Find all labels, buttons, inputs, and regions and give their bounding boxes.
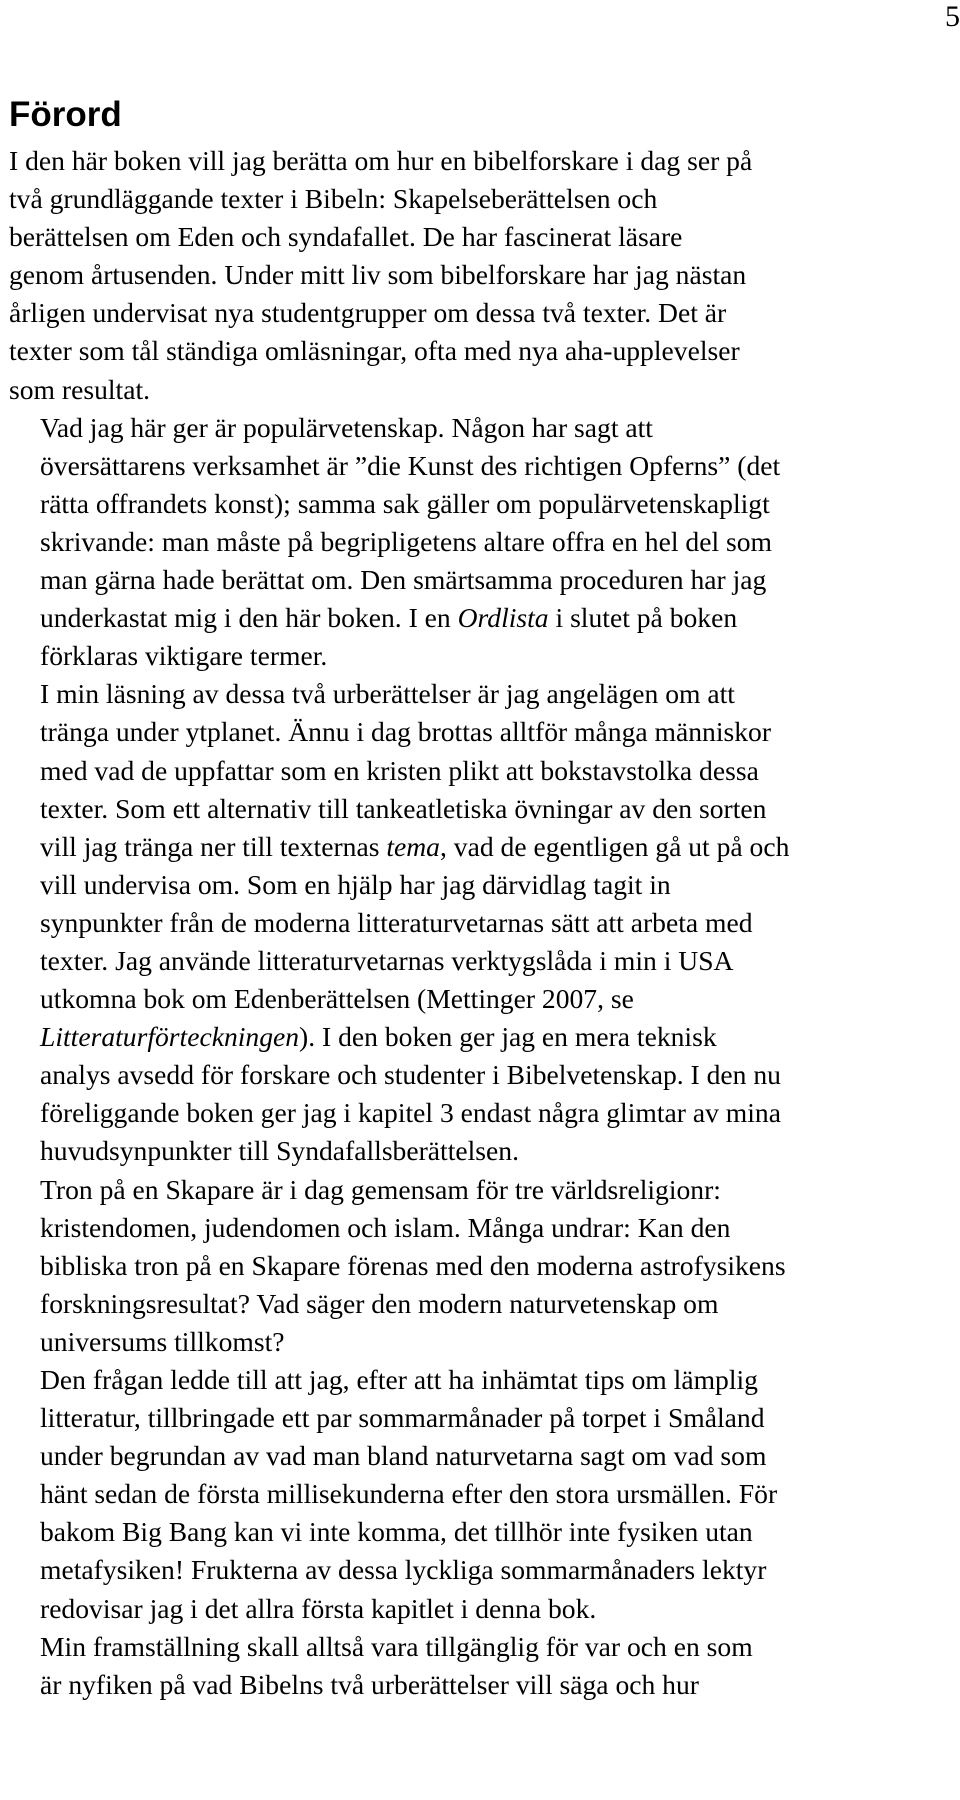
text-line xyxy=(9,1361,953,1399)
text-line xyxy=(9,485,953,523)
text-line xyxy=(9,1513,953,1551)
text-segment: Den frågan ledde till att jag, efter att ha inhämtat tips om lämplig xyxy=(40,1364,758,1395)
text-line xyxy=(9,218,953,256)
text-segment: hänt sedan de första millisekunderna efter den stora ursmällen. För xyxy=(40,1478,778,1510)
text-line xyxy=(9,1323,953,1361)
text-line xyxy=(9,942,953,980)
text-line xyxy=(9,332,953,370)
text-segment: Min framställning skall alltså vara tillgänglig för var och en som xyxy=(40,1630,753,1662)
text-line xyxy=(9,256,953,294)
paragraph-list xyxy=(9,142,953,1704)
text-segment: texter. Som ett alternativ till tankeatletiska övningar av den sorten xyxy=(40,792,767,824)
paragraph xyxy=(9,675,953,1170)
text-segment: utkomna bok om Edenberättelsen (Mettinger 2007, se xyxy=(40,983,634,1015)
text-line xyxy=(9,866,953,904)
text-line xyxy=(9,599,953,637)
text-line xyxy=(9,1437,953,1475)
text-line xyxy=(9,180,953,218)
text-segment: Vad jag här ger är populärvetenskap. Någon har sagt att xyxy=(40,411,653,443)
text-segment: i slutet på boken xyxy=(548,602,738,634)
text-segment: genom årtusenden. Under mitt liv som bibelforskare har jag nästan xyxy=(9,259,747,291)
text-line xyxy=(9,142,953,180)
text-segment: huvudsynpunkter till Syndafallsberättelsen. xyxy=(40,1135,519,1167)
text-line xyxy=(9,409,953,447)
page-number: 5 xyxy=(945,0,960,33)
text-segment: man gärna hade berättat om. Den smärtsamma proceduren har jag xyxy=(40,564,767,596)
text-segment: universums tillkomst? xyxy=(40,1325,285,1357)
text-segment: rätta offrandets konst); samma sak gäller om populärvetenskapligt xyxy=(40,487,770,519)
italic-term: Litteraturförteckningen xyxy=(40,1021,300,1053)
text-line xyxy=(9,1666,953,1704)
text-line xyxy=(9,1094,953,1132)
text-line xyxy=(9,1285,953,1323)
text-line xyxy=(9,790,953,828)
text-segment: bakom Big Bang kan vi inte komma, det tillhör inte fysiken utan xyxy=(40,1516,753,1548)
italic-term: Ordlista xyxy=(457,602,549,634)
paragraph xyxy=(9,1361,953,1628)
text-line xyxy=(9,1209,953,1247)
text-segment: föreliggande boken ger jag i kapitel 3 endast några glimtar av mina xyxy=(40,1097,781,1129)
text-segment: analys avsedd för forskare och studenter i Bibelvetenskap. I den nu xyxy=(40,1059,781,1091)
paragraph xyxy=(9,1171,953,1361)
text-segment: med vad de uppfattar som en kristen plikt att bokstavstolka dessa xyxy=(40,754,759,786)
text-line xyxy=(9,1551,953,1589)
text-line xyxy=(9,1399,953,1437)
text-segment: bibliska tron på en Skapare förenas med den moderna astrofysikens xyxy=(40,1249,786,1281)
paragraph xyxy=(9,409,953,676)
text-line xyxy=(9,1018,953,1056)
text-line xyxy=(9,371,953,409)
text-line xyxy=(9,1475,953,1513)
text-line xyxy=(9,904,953,942)
page-title: Förord xyxy=(9,95,122,134)
text-segment: underkastat mig i den här boken. I en xyxy=(40,602,458,634)
text-segment: översättarens verksamhet är ”die Kunst des richtigen Opferns” (det xyxy=(40,449,781,481)
text-segment: litteratur, tillbringade ett par sommarmånader på torpet i Småland xyxy=(40,1402,765,1434)
text-segment: kristendomen, judendomen och islam. Många undrar: Kan den xyxy=(40,1211,731,1243)
text-line xyxy=(9,828,953,866)
paragraph xyxy=(9,1628,953,1704)
text-segment: ). I den boken ger jag en mera teknisk xyxy=(299,1021,717,1053)
text-segment: årligen undervisat nya studentgrupper om dessa två texter. Det är xyxy=(9,297,727,329)
text-segment: synpunkter från de moderna litteraturvetarnas sätt att arbeta med xyxy=(40,906,753,938)
text-line xyxy=(9,294,953,332)
text-line xyxy=(9,1171,953,1209)
text-line xyxy=(9,637,953,675)
text-line xyxy=(9,447,953,485)
text-segment: I den här boken vill jag berätta om hur en bibelforskare i dag ser på xyxy=(9,145,753,176)
text-line xyxy=(9,713,953,751)
text-line xyxy=(9,1590,953,1628)
text-segment: berättelsen om Eden och syndafallet. De har fascinerat läsare xyxy=(9,221,683,253)
text-segment: I min läsning av dessa två urberättelser är jag angelägen om att xyxy=(40,678,735,710)
text-line xyxy=(9,1056,953,1094)
text-line xyxy=(9,561,953,599)
text-segment: texter. Jag använde litteraturvetarnas verktygslåda i min i USA xyxy=(40,944,734,976)
paragraph xyxy=(9,142,953,409)
text-line xyxy=(9,980,953,1018)
text-segment: som resultat. xyxy=(9,373,151,405)
text-segment: är nyfiken på vad Bibelns två urberättelser vill säga och hur xyxy=(40,1668,699,1700)
text-segment: två grundläggande texter i Bibeln: Skapelseberättelsen och xyxy=(9,183,658,215)
text-line xyxy=(9,675,953,713)
document-body xyxy=(9,93,953,1704)
text-line xyxy=(9,752,953,790)
text-segment: vill undervisa om. Som en hjälp har jag därvidlag tagit in xyxy=(40,868,671,900)
text-segment: metafysiken! Frukterna av dessa lyckliga sommarmånaders lektyr xyxy=(40,1554,767,1586)
text-segment: skrivande: man måste på begripligetens altare offra en hel del som xyxy=(40,525,773,557)
text-segment: under begrundan av vad man bland naturvetarna sagt om vad som xyxy=(40,1440,767,1472)
text-segment: redovisar jag i det allra första kapitlet i denna bok. xyxy=(40,1592,597,1624)
text-segment: tränga under ytplanet. Ännu i dag brottas alltför många människor xyxy=(40,716,772,748)
text-line xyxy=(9,1247,953,1285)
text-line xyxy=(9,1132,953,1170)
text-line xyxy=(9,1628,953,1666)
text-segment: texter som tål ständiga omläsningar, ofta med nya aha-upplevelser xyxy=(9,335,740,367)
text-segment: förklaras viktigare termer. xyxy=(40,640,328,672)
italic-term: tema xyxy=(386,830,440,862)
text-line xyxy=(9,523,953,561)
text-segment: forskningsresultat? Vad säger den modern naturvetenskap om xyxy=(40,1287,719,1319)
text-segment: Tron på en Skapare är i dag gemensam för tre världsreligionr: xyxy=(40,1173,721,1205)
text-segment: vill jag tränga ner till texternas xyxy=(40,830,387,862)
text-segment: , vad de egentligen gå ut på och xyxy=(439,830,790,862)
